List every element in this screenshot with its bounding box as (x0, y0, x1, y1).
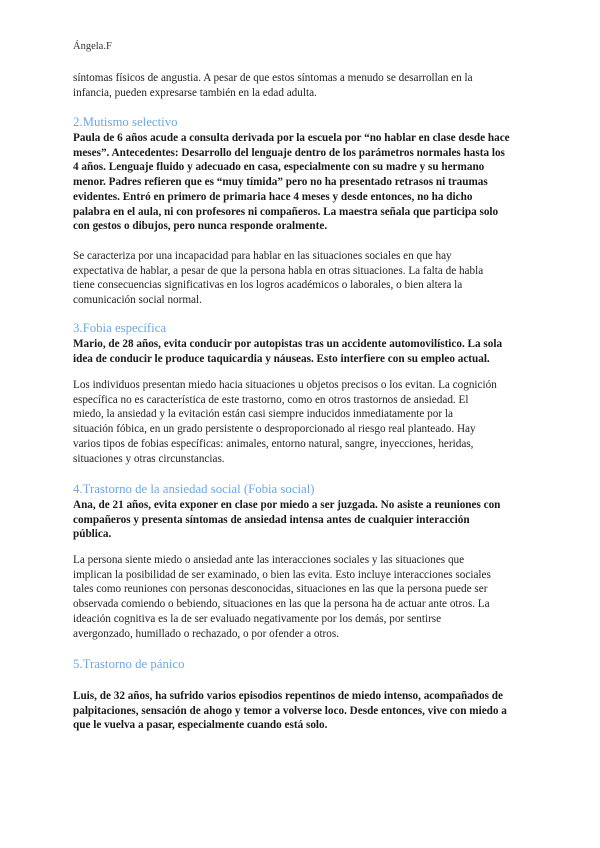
description-paragraph-ansiedad-social (73, 553, 543, 641)
text-line: avergonzado, humillado o rechazado, o por ofender a otros. (73, 627, 340, 640)
text-line: situación fóbica, en un grado persistente o desproporcionado al riesgo real planteado. Hay (73, 423, 476, 436)
text-line: síntomas físicos de angustia. A pesar de que estos síntomas a menudo se desarrollan en la (73, 72, 473, 84)
section-heading-ansiedad-social: 4.Trastorno de la ansiedad social (Fobia social) (73, 482, 315, 496)
text-line: comunicación social normal. (73, 294, 202, 307)
text-line: 4 años. Lenguaje fluido y adecuado en casa, especialmente con su madre y su hermano (73, 161, 485, 174)
text-line: palabra en el aula, ni con profesores ni compañeros. La maestra señala que participa solo (73, 205, 499, 218)
description-paragraph-fobia-especifica (73, 378, 543, 466)
text-line: Luis, de 32 años, ha sufrido varios episodios repentinos de miedo intenso, acompañados de (73, 690, 503, 702)
text-line: específica no es característica de este trastorno, como en otros trastornos de ansiedad. El (73, 393, 469, 406)
text-line: Mario, de 28 años, evita conducir por autopistas tras un accidente automovilístico. La sola (73, 338, 503, 350)
text-line: implican la posibilidad de ser examinado, o bien las evita. Esto incluye interacciones sociales (73, 568, 491, 581)
text-line: que le vuelva a pasar, especialmente cuando está solo. (73, 719, 328, 732)
case-paragraph-panico (73, 689, 543, 733)
intro-paragraph (73, 71, 543, 100)
text-line: palpitaciones, sensación de ahogo y temor a volverse loco. Desde entonces, vive con miedo a (73, 704, 507, 717)
text-line: Paula de 6 años acude a consulta derivada por la escuela por “no hablar en clase desde hace (73, 132, 510, 144)
text-line: tales como reuniones con personas desconocidas, situaciones en las que la persona puede ser (73, 583, 488, 596)
description-paragraph-mutismo (73, 249, 543, 308)
text-line: situaciones y otras circunstancias. (73, 452, 225, 465)
text-line: varios tipos de fobias específicas: animales, entorno natural, sangre, inyecciones, heridas, (73, 437, 474, 450)
text-line: infancia, pueden expresarse también en la edad adulta. (73, 86, 317, 99)
case-paragraph-ansiedad-social (73, 498, 543, 542)
text-line: compañeros y presenta síntomas de ansiedad intensa antes de cualquier interacción (73, 513, 470, 526)
text-line: menor. Padres refieren que es “muy tímida” pero no ha presentado retrasos ni traumas (73, 176, 488, 189)
section-heading-mutismo: 2.Mutismo selectivo (73, 115, 178, 129)
text-line: meses”. Antecedentes: Desarrollo del lenguaje dentro de los parámetros normales hasta los (73, 146, 505, 159)
text-line: evidentes. Entró en primero de primaria hace 4 meses y desde entonces, no ha dicho (73, 190, 473, 203)
page-header-author: Ángela.F (73, 41, 112, 52)
text-line: Se caracteriza por una incapacidad para hablar en las situaciones sociales en que hay (73, 250, 452, 262)
text-line: pública. (73, 528, 112, 541)
section-heading-fobia-especifica: 3.Fobia específica (73, 321, 167, 335)
text-line: Los individuos presentan miedo hacia situaciones u objetos precisos o los evitan. La cognición (73, 379, 497, 391)
text-line: ideación cognitiva es la de ser evaluado negativamente por los demás, por sentirse (73, 612, 442, 625)
section-heading-panico: 5.Trastorno de pánico (73, 657, 185, 671)
text-line: tiene consecuencias significativas en los logros académicos o laborales, o bien altera la (73, 279, 463, 292)
text-line: observada comiendo o bebiendo, situaciones en las que la persona ha de actuar ante otros. La (73, 598, 490, 611)
text-line: Ana, de 21 años, evita exponer en clase por miedo a ser juzgada. No asiste a reuniones con (73, 499, 501, 511)
case-paragraph-mutismo (73, 131, 543, 234)
text-line: La persona siente miedo o ansiedad ante las interacciones sociales y las situaciones que (73, 554, 465, 566)
text-line: con gestos o dibujos, pero nunca responde oralmente. (73, 220, 328, 233)
text-line: miedo, la ansiedad y la evitación están casi siempre inducidos inmediatamente por la (73, 408, 453, 421)
case-paragraph-fobia-especifica (73, 337, 543, 366)
text-line: idea de conducir le produce taquicardia y náuseas. Esto interfiere con su empleo actual. (73, 352, 490, 365)
text-line: expectativa de hablar, a pesar de que la persona habla en otras situaciones. La falta de habla (73, 264, 484, 277)
